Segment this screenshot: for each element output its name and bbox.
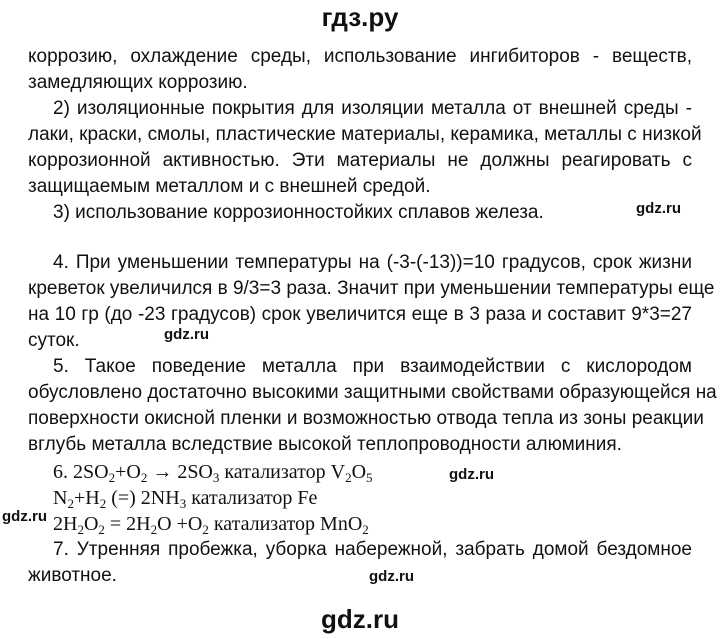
equation-3: $2H_2O_2 = 2H_2O +O_2$ катализатор MnO$_2$	[53, 513, 369, 537]
text-line: 7. Утренняя пробежка, уборка набережной, забрать домой бездомное	[53, 539, 692, 560]
text-line: поверхности окисной пленки и возможностью отвода тепла из зоны реакции	[28, 408, 704, 429]
text-line: коррозию, охлаждение среды, использование ингибиторов - веществ,	[28, 46, 692, 67]
watermark-top: гдз.ру	[321, 2, 399, 32]
text-line: животное.	[28, 565, 117, 586]
watermark-bottom: gdz.ru	[321, 604, 399, 634]
text-line: защищаемым металлом и с внешней средой.	[28, 176, 431, 197]
text-line: замедляющих коррозию.	[28, 72, 248, 93]
watermark-small: gdz.ru	[636, 200, 681, 217]
watermark-small: gdz.ru	[164, 326, 209, 343]
watermark-small: gdz.ru	[449, 466, 494, 483]
text-line: креветок увеличился в 9/3=3 раза. Значит при уменьшении температуры еще	[28, 278, 715, 299]
watermark-small: gdz.ru	[2, 508, 47, 525]
text-line: 5. Такое поведение металла при взаимодействии с кислородом	[53, 356, 692, 377]
text-line: коррозионной активностью. Эти материалы не должны реагировать с	[28, 150, 692, 171]
text-line: вглубь металла вследствие высокой теплопроводности алюминия.	[28, 434, 622, 455]
equation-1: 6. $2SO_2+O_2 \to 2SO_3$ катализатор $V_2O_5$	[53, 461, 373, 485]
text-line: 3) использование коррозионностойких сплавов железа.	[53, 202, 544, 223]
text-line: 2) изоляционные покрытия для изоляции металла от внешней среды -	[53, 98, 692, 119]
text-line: обусловлено достаточно высокими защитными свойствами образующейся на	[28, 382, 717, 403]
watermark-small: gdz.ru	[369, 568, 414, 585]
equation-2: $N_2+H_2$ (=) $2NH_3$ катализатор Fe	[53, 487, 318, 511]
text-line: 4. При уменьшении температуры на (-3-(-13))=10 градусов, срок жизни	[53, 252, 692, 273]
text-line: лаки, краски, смолы, пластические материалы, керамика, металлы с низкой	[28, 124, 702, 145]
text-line: на 10 гр (до -23 градусов) срок увеличится еще в 3 раза и составит 9*3=27	[28, 304, 692, 325]
text-line: суток.	[28, 330, 80, 351]
